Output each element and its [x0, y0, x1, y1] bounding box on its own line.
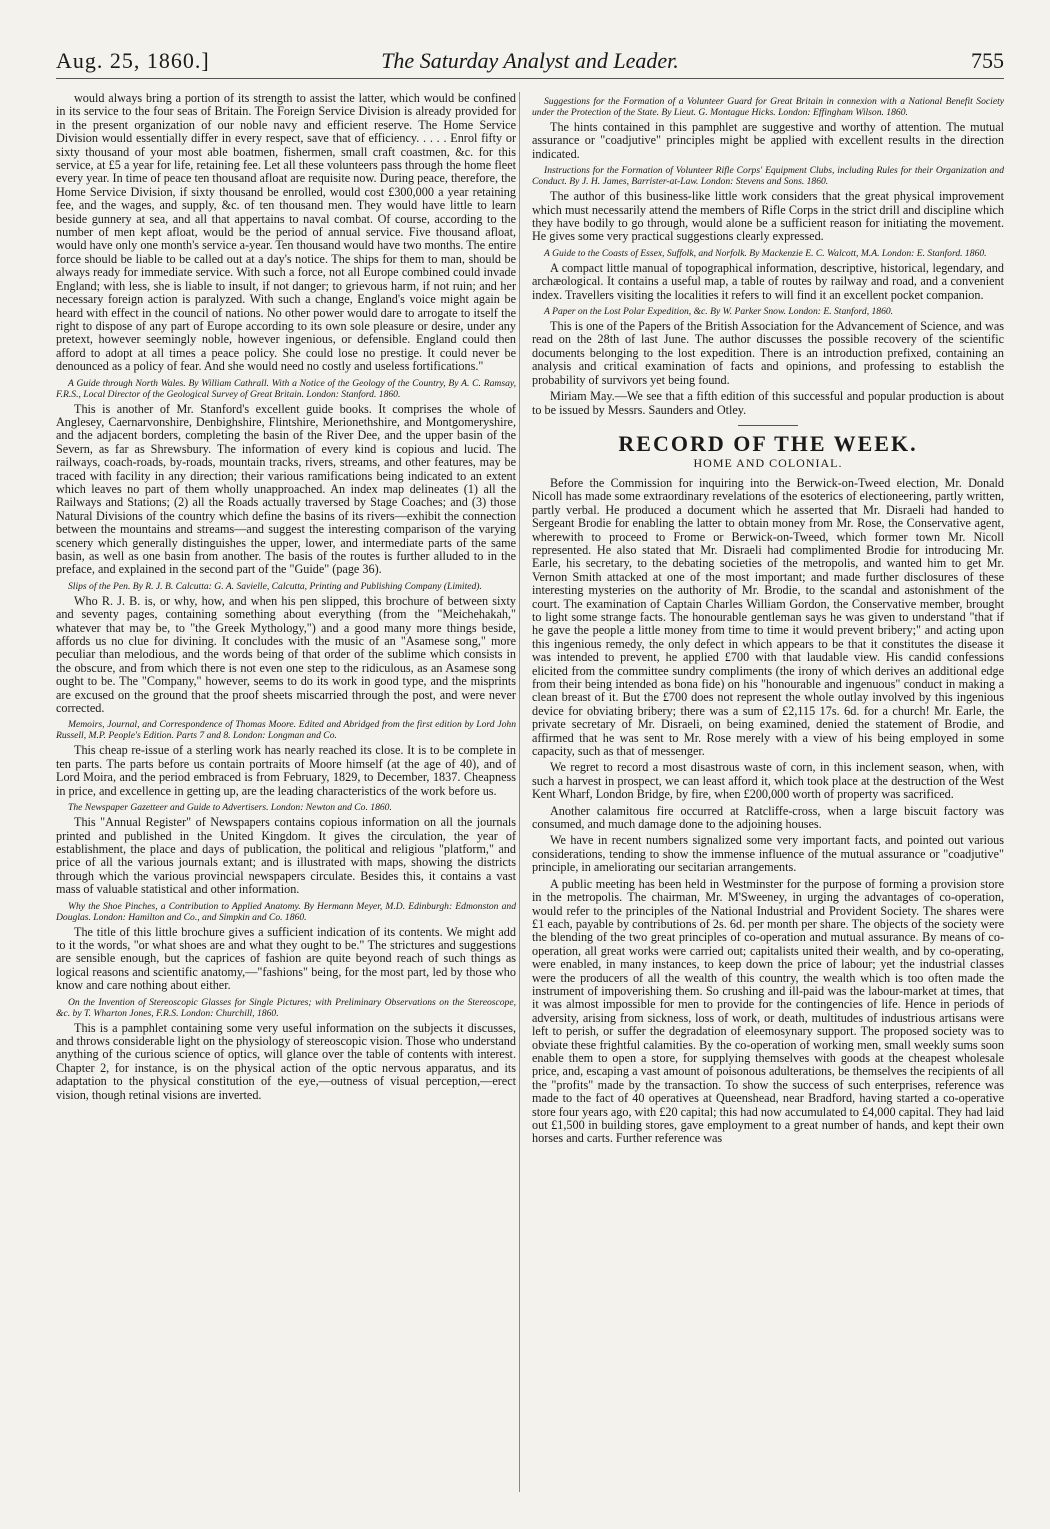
left-column: [56, 92, 516, 1512]
book-citation: Slips of the Pen. By R. J. B. Calcutta: G. A. Savielle, Calcutta, Printing and Publishing Company (Limited).: [68, 580, 482, 592]
paragraph: would always bring a portion of its strength to assist the latter, which would be confined in its service to the four seas of Britain. The Foreign Service Division is already provided for in the present organization of our noble navy and efficient reserve. The Home Service Division would essentially differ in every respect, save that of efficiency. . . . . Enrol fifty or sixty thousand of your most able boatmen, fishermen, small craft coastmen, &c. for this service, at £5 a year for life, retaining fee. Let all these volunteers pass through the home fleet every year. In time of peace ten thousand afloat are requisite now. During peace, therefore, the Home Service Division, if sixty thousand be enrolled, would cost £300,000 a year retaining fee, and the wages, and supply, &c. of ten thousand men. They would have little to learn beside gunnery at sea, and all that appertains to naval combat. Of course, according to the number of men kept afloat, would be the period of annual service. Five thousand afloat, would have only one month's service a-year. Ten thousand would have two months. The entire force should be liable to be called out at a day's notice. The ships for them to man, should be always ready for immediate service. With such a force, not all Europe combined could invade England; with less, she is liable to insult, if not danger; to grievous harm, if not ruin; and her necessary foreign action is paralyzed. With such a change, England's voice might again be heard with effect in the council of nations. No other power would dare to arrogate to itself the right to dispose of any part of Europe according to its own sole pleasure or desire, under any pretext, however seemingly noble, however ingenious, or defensible. England could then afford to adopt at all times a peace policy. She could lose no prestige. It could never be denounced as a policy of fear. And she would need no costly and useless fortifications.": [56, 92, 516, 374]
book-citation: The Newspaper Gazetteer and Guide to Advertisers. London: Newton and Co. 1860.: [68, 802, 392, 814]
book-citation: A Guide through North Wales. By William Cathrall. With a Notice of the Geology of the Country, By A. C. Ramsay, F.R.S., Local Director of the Geological Survey of Great Britain. London: Stanford. 1860.: [56, 377, 516, 400]
paragraph: This "Annual Register" of Newspapers contains copious information on all the journals printed and published in the United Kingdom. It gives the circulation, the year of establishment, the place and days of publication, the political and religious "platform," and price of all the various journals extant; and is illustrated with maps, showing the districts through which the various provincial newspapers circulate. Besides this, it contains a vast mass of valuable statistical and other information.: [56, 815, 516, 897]
book-citation: Memoirs, Journal, and Correspondence of Thomas Moore. Edited and Abridged from the first edition by Lord John Russell, M.P. People's Edition. Parts 7 and 8. London: Longman and Co.: [56, 719, 516, 742]
book-citation: A Guide to the Coasts of Essex, Suffolk, and Norfolk. By Mackenzie E. C. Walcott, M.A. London: E. Stanford. 1860.: [544, 247, 987, 259]
book-citation: Suggestions for the Formation of a Volunteer Guard for Great Britain in connexion with a National Benefit Society under the Protection of the State. By Lieut. G. Montague Hicks. London: Effingham Wilson. 1860.: [532, 96, 1004, 118]
book-citation: A Paper on the Lost Polar Expedition, &c. By W. Parker Snow. London: E. Stanford, 1860.: [544, 306, 894, 318]
section-subtitle: HOME AND COLONIAL.: [693, 455, 843, 470]
paragraph: A public meeting has been held in Westminster for the purpose of forming a provision store in the metropolis. The chairman, Mr. M'Sweeney, in urging the advantages of co-operation, would refer to the principles of the National Industrial and Provident Society. The shares were £1 each, payable by contributions of 2s. 6d. per month per share. The objects of the society were the blending of the two great principles of co-operation and mutual assurance. By means of co-operation, all great works were carried out; capitalists united their wealth, and by co-operating, were enabled, in many instances, to keep down the price of labour; yet the industrial classes were the producers of all the wealth of this country, the wealth which is too often made the instrument of impoverishing them. So crushing and ill-paid was the labour-market at times, that it was almost impossible for men to provide for the contingencies of life. Hence in periods of adversity, arising from sickness, loss of work, or death, multitudes of industrious artisans were left to perish, or suffer the degradation of eleemosynary support. The proposed society was to obviate these frightful calamities. By the co-operation of working men, small weekly sums soon enable them to open a store, for supplying themselves with goods at the cheapest wholesale price, and, escaping a vast amount of poisonous adulterations, be themselves the recipients of all the "profits" made by the transaction. To show the success of such enterprises, reference was made to the fact of 40 operatives at Queenshead, near Bradford, having started a co-operative store four years ago, with £20 capital; this had now accumulated to £4,000 capital. They had laid out £1,500 in building stores, gave employment to a great number of hands, and kept their own horses and carts. Further reference was: [532, 876, 1004, 1146]
column-divider: [519, 92, 520, 1492]
paragraph: Miriam May.—We see that a fifth edition of this successful and popular production is about to be issued by Messrs. Saunders and Otley.: [532, 389, 1004, 417]
book-citation: Why the Shoe Pinches, a Contribution to Applied Anatomy. By Hermann Meyer, M.D. Edinburgh: Edmonston and Douglas. London: Hamilton and Co., and Simpkin and Co. 1860.: [56, 900, 516, 923]
paragraph: This cheap re-issue of a sterling work has nearly reached its close. It is to be complete in ten parts. The parts before us contain portraits of Moore himself (at the age of 40), and of Lord Moira, and the period embraced is from February, 1829, to December, 1837. Cheapness in price, and excellence in getting up, are the leading characteristics of the work before us.: [56, 743, 516, 798]
book-citation: Instructions for the Formation of Volunteer Rifle Corps' Equipment Clubs, including Rules for their Organization and Conduct. By J. H. James, Barrister-at-Law. London: Stevens and Sons. 1860.: [532, 165, 1004, 188]
paragraph: The hints contained in this pamphlet are suggestive and worthy of attention. The mutual assurance or "coadjutive" principles might be applied with excellent results in the direction indicated.: [532, 120, 1004, 161]
paragraph: The author of this business-like little work considers that the great physical improvement which must necessarily attend the members of Rifle Corps in the strict drill and discipline which they have bodily to go through, would alone be a sufficient reason for initiating the movement. He gives some very practical suggestions clearly expressed.: [532, 189, 1004, 244]
paragraph: Who R. J. B. is, or why, how, and when his pen slipped, this brochure of between sixty and seventy pages, containing something about everything (from the "Meichehakah," whatever that may be, to "the Greek Mythology,") and a good many more things beside, affords us no clue for divining. It concludes with the music of an "Asamese song," more peculiar than melodious, and the words being of that order of the sublime which consists in the obscure, and from which there is not even one step to the ridiculous, as an Asamese song ought to be. The "Company," however, seems to do its work in good type, and the misprints are excused on the ground that the proof sheets miscarried through the post, and were never corrected.: [56, 593, 516, 716]
paragraph: This is one of the Papers of the British Association for the Advancement of Science, and was read on the 28th of last June. The author discusses the possible recovery of the scientific documents belonging to the lost expedition. There is an introduction prefixed, containing an analysis and critical examination of facts and opinions, and professing to establish the probability of survivors yet being found.: [532, 319, 1004, 387]
paragraph: A compact little manual of topographical information, descriptive, historical, legendary, and archæological. It contains a useful map, a table of routes by railway and road, and a convenient index. Travellers visiting the localities it refers to will find it an excellent pocket companion.: [532, 260, 1004, 302]
right-column: [532, 92, 1004, 1512]
paragraph: We have in recent numbers signalized some very important facts, and pointed out various considerations, tending to show the immense influence of the mutual assurance or "coadjutive" principle, in ameliorating our secitarian arrangements.: [532, 833, 1004, 875]
header-page-number: 755: [971, 48, 1004, 73]
section-divider: [738, 425, 798, 426]
book-citation: On the Invention of Stereoscopic Glasses for Single Pictures; with Preliminary Observations on the Stereoscope, &c. by T. Wharton Jones, F.R.S. London: Churchill, 1860.: [56, 996, 516, 1019]
paragraph: We regret to record a most disastrous waste of corn, in this inclement season, when, with such a harvest in prospect, we can least afford it, which took place at the destruction of the West Kent Wharf, London Bridge, by fire, when £200,000 worth of property was sacrificed.: [532, 760, 1004, 802]
paragraph: Another calamitous fire occurred at Ratcliffe-cross, when a large biscuit factory was consumed, and much damage done to the adjoining houses.: [532, 803, 1004, 832]
header-rule: [56, 78, 1004, 79]
header-title: The Saturday Analyst and Leader.: [381, 48, 679, 73]
paragraph: This is a pamphlet containing some very useful information on the subjects it discusses, and throws considerable light on the physiology of stereoscopic vision. Those who understand anything of the curious science of optics, will glance over the table of contents with interest. Chapter 2, for instance, is on the physical action of the optic nervous apparatus, and its adaptation to the physical constitution of the eye,—outness of visual perception,—erect vision, though retinal visions are inverted.: [56, 1020, 516, 1102]
header-date: Aug. 25, 1860.]: [56, 48, 210, 73]
paragraph: Before the Commission for inquiring into the Berwick-on-Tweed election, Mr. Donald Nicoll has made some extraordinary revelations of the esoterics of electioneering, partly written, partly verbal. He produced a document which he asserted that Mr. Disraeli had handed to Sergeant Brodie for enabling the latter to obtain money from Mr. Rose, the Conservative agent, wherewith to proceed to Frome or Berwick-on-Tweed, which former town Mr. Nicoll represented. He also stated that Mr. Disraeli had complimented Brodie for introducing Mr. Earle, his secretary, to the debating societies of the metropolis, and wanted him to get Mr. Vernon Smith attacked at one of the most important; and made further disclosures of these interesting mysteries on the authority of Mr. Brodie, to the scandal and astonishment of the court. The examination of Captain Charles William Gordon, the Conservative member, brought to light some strange facts. The honourable gentleman says he was given to understand "that if he gave the people a little money from time to time it would prevent bribery;" and acting upon this ingenious remedy, the only defect in which appears to be that it constitutes the disease it was intended to prevent, he applied £700 with that laudable view. His candid confessions elicited from the committee sundry compliments (the irony of which derives an additional edge from their being intended as bona fide) on his "honourable and ingenuous" conduct in making a clean breast of it. But the £700 does not represent the whole outlay involved by this ingenious device for obviating bribery; there was a sum of £2,115 17s. 6d. for a church! Mr. Earle, the private secretary of Mr. Disraeli, on being examined, denied the statement of Brodie, and affirmed that he was sent to Mr. Rose merely with a view of his being employed in some capacity, such as that of messenger.: [532, 475, 1004, 759]
paragraph: The title of this little brochure gives a sufficient indication of its contents. We might add to it the words, "or what shoes are and what they ought to be." The strictures and suggestions are sensible enough, but the caprices of fashion are quite beyond reach of such things as logical reasons and scientific anatomy,—"fashions" being, for the most part, led by those who know and care nothing about either.: [56, 924, 516, 993]
section-title: RECORD OF THE WEEK.: [618, 430, 918, 456]
paragraph: This is another of Mr. Stanford's excellent guide books. It comprises the whole of Anglesey, Caernarvonshire, Denbighshire, Flintshire, Merionethshire, and Montgomeryshire, and the adjacent borders, completing the basin of the River Dee, and the upper basin of the Severn, as far as Shrewsbury. The information of every kind is copious and lucid. The railways, coach-roads, by-roads, mountain tracks, rivers, streams, and other features, may be traced with facility in any direction; their various ramifications being indicated to an extent which leaves no part of them wholly unapproached. An index map delineates (1) all the Railways and Stations; (2) all the Roads actually traversed by Stage Coaches; and (3) those Natural Divisions of the country which define the basins of its rivers—exhibit the connection between the mountains and streams—and suggest the interesting comparison of the varying scenery which generally distinguishes the upper, lower, and intermediate parts of the same basin, as well as one basin from another. The basis of the routes is further alluded to in the preface, and explained in the second part of the "Guide" (page 36).: [56, 401, 516, 577]
page-header: [56, 48, 1004, 80]
